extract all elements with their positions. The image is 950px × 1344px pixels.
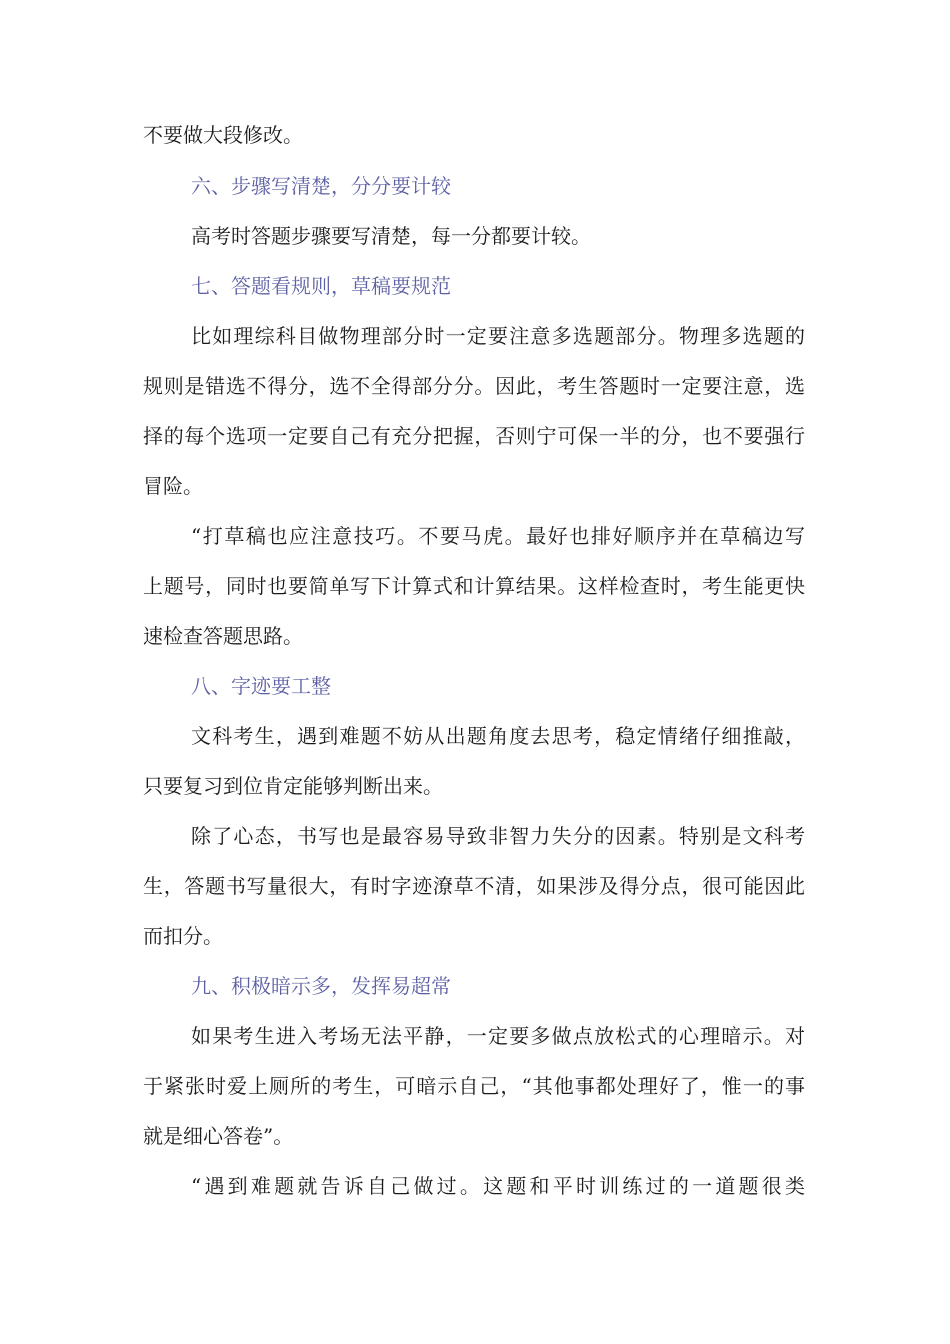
- section-heading-6: 六、步骤写清楚，分分要计较: [191, 174, 451, 198]
- text-line: 如果考生进入考场无法平静，一定要多做点放松式的心理暗示。对: [191, 1024, 805, 1048]
- text-line: 就是细心答卷”。: [143, 1124, 294, 1148]
- text-line: “打草稿也应注意技巧。不要马虎。最好也排好顺序并在草稿边写: [191, 524, 805, 548]
- text-line: 只要复习到位肯定能够判断出来。: [143, 774, 443, 798]
- text-line: “遇到难题就告诉自己做过。这题和平时训练过的一道题很类: [191, 1174, 805, 1198]
- text-line: 冒险。: [143, 474, 203, 498]
- text-line: 文科考生，遇到难题不妨从出题角度去思考，稳定情绪仔细推敲，: [191, 724, 805, 748]
- text-line: 生，答题书写量很大，有时字迹潦草不清，如果涉及得分点，很可能因此: [143, 874, 805, 898]
- text-line: 于紧张时爱上厕所的考生，可暗示自己，“其他事都处理好了，惟一的事: [143, 1074, 805, 1098]
- text-line: 不要做大段修改。: [143, 123, 303, 147]
- section-heading-9: 九、积极暗示多，发挥易超常: [191, 974, 451, 998]
- text-line: 高考时答题步骤要写清楚，每一分都要计较。: [191, 224, 591, 248]
- text-line: 规则是错选不得分，选不全得部分分。因此，考生答题时一定要注意，选: [143, 374, 805, 398]
- text-line: 速检查答题思路。: [143, 624, 303, 648]
- section-heading-8: 八、字迹要工整: [191, 674, 331, 698]
- text-line: 而扣分。: [143, 924, 223, 948]
- text-line: 除了心态，书写也是最容易导致非智力失分的因素。特别是文科考: [191, 824, 805, 848]
- section-heading-7: 七、答题看规则，草稿要规范: [191, 274, 451, 298]
- text-line: 择的每个选项一定要自己有充分把握，否则宁可保一半的分，也不要强行: [143, 424, 805, 448]
- text-line: 上题号，同时也要简单写下计算式和计算结果。这样检查时，考生能更快: [143, 574, 805, 598]
- text-line: 比如理综科目做物理部分时一定要注意多选题部分。物理多选题的: [191, 324, 805, 348]
